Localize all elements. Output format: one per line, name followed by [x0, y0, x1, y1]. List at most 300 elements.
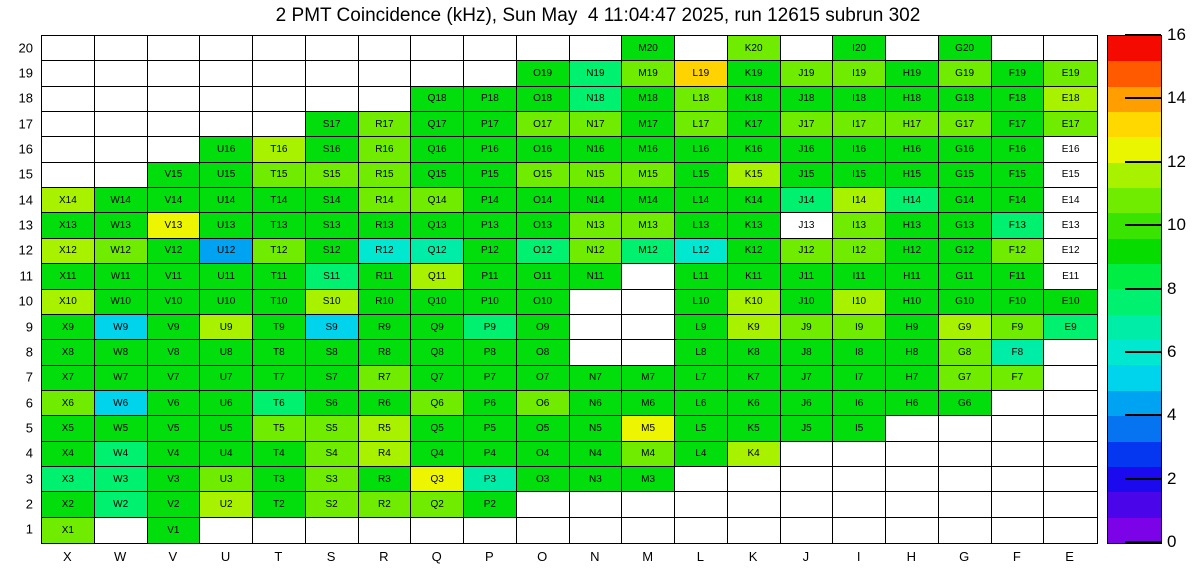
- y-axis-label: 15: [18, 166, 33, 182]
- heatmap-cell: [517, 518, 570, 543]
- x-axis-label: V: [168, 549, 178, 564]
- colorbar-tick-label: 12: [1167, 151, 1186, 171]
- heatmap-cell: K16: [728, 137, 781, 162]
- heatmap-cell: V9: [148, 315, 201, 340]
- x-axis-label: H: [906, 549, 917, 564]
- heatmap-cell: [95, 36, 148, 61]
- heatmap-cell: [411, 61, 464, 86]
- y-axis-label: 8: [25, 344, 33, 360]
- heatmap-cell: [517, 492, 570, 517]
- x-axis-label: N: [590, 549, 600, 564]
- colorbar-tick-label: 0: [1167, 532, 1177, 551]
- heatmap-cell: [622, 518, 675, 543]
- heatmap-cell: G15: [939, 163, 992, 188]
- heatmap-cell: N15: [570, 163, 623, 188]
- colorbar-band: [1108, 391, 1161, 416]
- heatmap-cell: [939, 467, 992, 492]
- heatmap-cell: M13: [622, 213, 675, 238]
- heatmap-cell: [886, 416, 939, 441]
- heatmap-cell: U14: [200, 188, 253, 213]
- heatmap-cell: P15: [464, 163, 517, 188]
- y-axis-label: 9: [25, 319, 33, 335]
- heatmap-cell: P8: [464, 340, 517, 365]
- heatmap-cell: X8: [42, 340, 95, 365]
- heatmap-cell: [992, 518, 1045, 543]
- heatmap-cell: [1044, 467, 1097, 492]
- heatmap-cell: [570, 518, 623, 543]
- heatmap-cell: P12: [464, 239, 517, 264]
- heatmap-cell: H9: [886, 315, 939, 340]
- heatmap-cell: X4: [42, 442, 95, 467]
- heatmap-cell: H7: [886, 366, 939, 391]
- heatmap-cell: M17: [622, 112, 675, 137]
- heatmap-cell: I20: [833, 36, 886, 61]
- heatmap-cell: R17: [359, 112, 412, 137]
- heatmap-cell: U9: [200, 315, 253, 340]
- heatmap-cell: S8: [306, 340, 359, 365]
- heatmap-cell: K12: [728, 239, 781, 264]
- heatmap-cell: Q9: [411, 315, 464, 340]
- y-axis-label: 20: [18, 40, 33, 56]
- heatmap-cell: N11: [570, 264, 623, 289]
- colorbar-tick: [1125, 34, 1161, 36]
- heatmap-cell: [833, 467, 886, 492]
- heatmap-cell: V4: [148, 442, 201, 467]
- heatmap-cell: K14: [728, 188, 781, 213]
- heatmap-cell: X1: [42, 518, 95, 543]
- heatmap-cell: S10: [306, 290, 359, 315]
- heatmap-cell: K13: [728, 213, 781, 238]
- heatmap-cell: E16: [1044, 137, 1097, 162]
- heatmap-cell: [148, 61, 201, 86]
- heatmap-cell: Q12: [411, 239, 464, 264]
- heatmap-cell: N5: [570, 416, 623, 441]
- heatmap-cell: [570, 290, 623, 315]
- heatmap-cell: [306, 87, 359, 112]
- heatmap-cell: N16: [570, 137, 623, 162]
- heatmap-grid: [41, 35, 1098, 544]
- heatmap-cell: N13: [570, 213, 623, 238]
- heatmap-cell: F15: [992, 163, 1045, 188]
- heatmap-cell: [42, 163, 95, 188]
- heatmap-cell: X2: [42, 492, 95, 517]
- heatmap-cell: P17: [464, 112, 517, 137]
- heatmap-cell: H13: [886, 213, 939, 238]
- heatmap-cell: O6: [517, 391, 570, 416]
- heatmap-cell: X10: [42, 290, 95, 315]
- heatmap-cell: P5: [464, 416, 517, 441]
- heatmap-cell: [148, 36, 201, 61]
- heatmap-cell: L17: [675, 112, 728, 137]
- heatmap-cell: M12: [622, 239, 675, 264]
- heatmap-cell: [411, 36, 464, 61]
- heatmap-cell: [253, 87, 306, 112]
- colorbar-tick-label: 4: [1167, 405, 1177, 425]
- heatmap-cell: I8: [833, 340, 886, 365]
- heatmap-cell: K8: [728, 340, 781, 365]
- heatmap-cell: S3: [306, 467, 359, 492]
- heatmap-cell: O5: [517, 416, 570, 441]
- heatmap-cell: F14: [992, 188, 1045, 213]
- heatmap-cell: [886, 442, 939, 467]
- heatmap-cell: [939, 442, 992, 467]
- heatmap-cell: Q16: [411, 137, 464, 162]
- heatmap-cell: [622, 290, 675, 315]
- heatmap-cell: E9: [1044, 315, 1097, 340]
- heatmap-cell: L16: [675, 137, 728, 162]
- heatmap-cell: [675, 492, 728, 517]
- heatmap-cell: G8: [939, 340, 992, 365]
- colorbar-tick: [1125, 478, 1161, 480]
- heatmap-cell: O11: [517, 264, 570, 289]
- heatmap-cell: U5: [200, 416, 253, 441]
- heatmap-cell: O14: [517, 188, 570, 213]
- heatmap-cell: W7: [95, 366, 148, 391]
- heatmap-cell: H11: [886, 264, 939, 289]
- y-axis-label: 12: [18, 242, 33, 258]
- heatmap-cell: J16: [781, 137, 834, 162]
- heatmap-cell: I14: [833, 188, 886, 213]
- heatmap-cell: Q11: [411, 264, 464, 289]
- heatmap-cell: R3: [359, 467, 412, 492]
- x-axis-label: J: [802, 549, 810, 564]
- colorbar-tick-label: 8: [1167, 278, 1177, 298]
- heatmap-cell: G20: [939, 36, 992, 61]
- heatmap-cell: F11: [992, 264, 1045, 289]
- heatmap-cell: [570, 492, 623, 517]
- heatmap-cell: [781, 467, 834, 492]
- heatmap-cell: S7: [306, 366, 359, 391]
- heatmap-cell: U4: [200, 442, 253, 467]
- heatmap-cell: U6: [200, 391, 253, 416]
- heatmap-cell: J5: [781, 416, 834, 441]
- heatmap-cell: V14: [148, 188, 201, 213]
- heatmap-cell: [359, 518, 412, 543]
- y-axis-label: 6: [25, 395, 33, 411]
- heatmap-cell: G10: [939, 290, 992, 315]
- heatmap-cell: T11: [253, 264, 306, 289]
- heatmap-cell: [411, 518, 464, 543]
- heatmap-cell: Q2: [411, 492, 464, 517]
- heatmap-cell: Q13: [411, 213, 464, 238]
- heatmap-cell: T10: [253, 290, 306, 315]
- heatmap-cell: H16: [886, 137, 939, 162]
- x-axis-label: T: [274, 549, 283, 564]
- colorbar-band: [1108, 264, 1161, 289]
- heatmap-cell: E12: [1044, 239, 1097, 264]
- colorbar: [1107, 35, 1162, 544]
- heatmap-cell: J15: [781, 163, 834, 188]
- heatmap-cell: U15: [200, 163, 253, 188]
- heatmap-cell: T8: [253, 340, 306, 365]
- heatmap-cell: W10: [95, 290, 148, 315]
- colorbar-tick-label: 2: [1167, 468, 1177, 488]
- heatmap-cell: [728, 467, 781, 492]
- heatmap-cell: V5: [148, 416, 201, 441]
- heatmap-cell: K10: [728, 290, 781, 315]
- heatmap-cell: L4: [675, 442, 728, 467]
- heatmap-cell: Q10: [411, 290, 464, 315]
- colorbar-tick: [1125, 351, 1161, 353]
- heatmap-cell: N12: [570, 239, 623, 264]
- heatmap-cell: P18: [464, 87, 517, 112]
- y-axis-label: 17: [18, 116, 33, 132]
- heatmap-cell: P9: [464, 315, 517, 340]
- x-axis-label: Q: [431, 549, 442, 564]
- heatmap-cell: E11: [1044, 264, 1097, 289]
- x-axis-label: U: [220, 549, 231, 564]
- heatmap-cell: W2: [95, 492, 148, 517]
- heatmap-cell: Q5: [411, 416, 464, 441]
- heatmap-cell: Q4: [411, 442, 464, 467]
- heatmap-cell: H12: [886, 239, 939, 264]
- heatmap-cell: T14: [253, 188, 306, 213]
- heatmap-cell: P7: [464, 366, 517, 391]
- heatmap-cell: [359, 61, 412, 86]
- heatmap-cell: R16: [359, 137, 412, 162]
- heatmap-cell: [886, 36, 939, 61]
- heatmap-cell: Q3: [411, 467, 464, 492]
- heatmap-cell: X14: [42, 188, 95, 213]
- y-axis-label: 7: [25, 369, 33, 385]
- heatmap-cell: T12: [253, 239, 306, 264]
- heatmap-cell: L9: [675, 315, 728, 340]
- heatmap-cell: J13: [781, 213, 834, 238]
- heatmap-cell: M5: [622, 416, 675, 441]
- heatmap-cell: F10: [992, 290, 1045, 315]
- colorbar-tick: [1125, 541, 1161, 543]
- heatmap-cell: T4: [253, 442, 306, 467]
- heatmap-cell: R7: [359, 366, 412, 391]
- heatmap-cell: G6: [939, 391, 992, 416]
- heatmap-cell: E10: [1044, 290, 1097, 315]
- y-axis-label: 10: [18, 293, 33, 309]
- x-axis-label: P: [485, 549, 494, 564]
- heatmap-cell: L14: [675, 188, 728, 213]
- heatmap-cell: W4: [95, 442, 148, 467]
- heatmap-cell: [95, 87, 148, 112]
- heatmap-cell: [622, 315, 675, 340]
- heatmap-cell: L18: [675, 87, 728, 112]
- heatmap-cell: O3: [517, 467, 570, 492]
- heatmap-cell: J9: [781, 315, 834, 340]
- heatmap-cell: [728, 518, 781, 543]
- heatmap-cell: M3: [622, 467, 675, 492]
- y-axis-label: 5: [25, 420, 33, 436]
- x-axis-label: S: [326, 549, 336, 564]
- heatmap-cell: [833, 518, 886, 543]
- y-axis-label: 16: [18, 141, 33, 157]
- heatmap-cell: V12: [148, 239, 201, 264]
- heatmap-cell: [253, 112, 306, 137]
- heatmap-cell: M20: [622, 36, 675, 61]
- heatmap-cell: I12: [833, 239, 886, 264]
- heatmap-cell: [1044, 416, 1097, 441]
- heatmap-cell: T6: [253, 391, 306, 416]
- y-axis-label: 11: [19, 268, 33, 284]
- heatmap-cell: W6: [95, 391, 148, 416]
- heatmap-cell: I19: [833, 61, 886, 86]
- heatmap-cell: V13: [148, 213, 201, 238]
- heatmap-cell: [675, 36, 728, 61]
- heatmap-cell: R14: [359, 188, 412, 213]
- heatmap-cell: U7: [200, 366, 253, 391]
- heatmap-cell: X9: [42, 315, 95, 340]
- heatmap-cell: F9: [992, 315, 1045, 340]
- heatmap-cell: O18: [517, 87, 570, 112]
- heatmap-cell: [359, 36, 412, 61]
- heatmap-cell: G19: [939, 61, 992, 86]
- heatmap-cell: [306, 36, 359, 61]
- heatmap-cell: F18: [992, 87, 1045, 112]
- heatmap-cell: X6: [42, 391, 95, 416]
- heatmap-cell: K4: [728, 442, 781, 467]
- heatmap-cell: S5: [306, 416, 359, 441]
- heatmap-cell: V15: [148, 163, 201, 188]
- heatmap-cell: [42, 112, 95, 137]
- heatmap-cell: S15: [306, 163, 359, 188]
- heatmap-cell: N19: [570, 61, 623, 86]
- heatmap-cell: G11: [939, 264, 992, 289]
- colorbar-band: [1108, 518, 1161, 543]
- heatmap-cell: X11: [42, 264, 95, 289]
- heatmap-cell: J7: [781, 366, 834, 391]
- heatmap-cell: W3: [95, 467, 148, 492]
- heatmap-cell: S11: [306, 264, 359, 289]
- heatmap-cell: [148, 137, 201, 162]
- heatmap-cell: P10: [464, 290, 517, 315]
- heatmap-cell: T16: [253, 137, 306, 162]
- heatmap-cell: K17: [728, 112, 781, 137]
- heatmap-cell: L5: [675, 416, 728, 441]
- heatmap-cell: M18: [622, 87, 675, 112]
- heatmap-cell: [675, 518, 728, 543]
- heatmap-cell: R6: [359, 391, 412, 416]
- heatmap-cell: H6: [886, 391, 939, 416]
- heatmap-cell: [464, 518, 517, 543]
- heatmap-cell: X7: [42, 366, 95, 391]
- colorbar-tick: [1125, 161, 1161, 163]
- heatmap-cell: J18: [781, 87, 834, 112]
- heatmap-cell: N7: [570, 366, 623, 391]
- heatmap-cell: G17: [939, 112, 992, 137]
- heatmap-cell: R11: [359, 264, 412, 289]
- heatmap-cell: [886, 467, 939, 492]
- heatmap-cell: H10: [886, 290, 939, 315]
- heatmap-cell: S17: [306, 112, 359, 137]
- heatmap-cell: F19: [992, 61, 1045, 86]
- heatmap-cell: I15: [833, 163, 886, 188]
- heatmap-cell: F16: [992, 137, 1045, 162]
- heatmap-cell: [200, 61, 253, 86]
- heatmap-cell: J12: [781, 239, 834, 264]
- heatmap-cell: [570, 315, 623, 340]
- heatmap-cell: [359, 87, 412, 112]
- heatmap-cell: [992, 416, 1045, 441]
- heatmap-cell: K11: [728, 264, 781, 289]
- colorbar-tick: [1125, 224, 1161, 226]
- colorbar-band: [1108, 61, 1161, 86]
- y-axis-label: 13: [18, 217, 33, 233]
- colorbar-tick-label: 16: [1167, 25, 1186, 44]
- heatmap-cell: O4: [517, 442, 570, 467]
- heatmap-cell: [95, 112, 148, 137]
- x-axis-label: W: [113, 549, 127, 564]
- heatmap-cell: R5: [359, 416, 412, 441]
- heatmap-cell: N4: [570, 442, 623, 467]
- heatmap-cell: V6: [148, 391, 201, 416]
- heatmap-cell: G12: [939, 239, 992, 264]
- heatmap-cell: S4: [306, 442, 359, 467]
- heatmap-cell: E17: [1044, 112, 1097, 137]
- heatmap-cell: E18: [1044, 87, 1097, 112]
- heatmap-cell: [95, 61, 148, 86]
- heatmap-cell: F7: [992, 366, 1045, 391]
- heatmap-cell: J19: [781, 61, 834, 86]
- heatmap-cell: U8: [200, 340, 253, 365]
- heatmap-cell: V1: [148, 518, 201, 543]
- heatmap-cell: O17: [517, 112, 570, 137]
- colorbar-band: [1108, 188, 1161, 213]
- heatmap-cell: P13: [464, 213, 517, 238]
- heatmap-cell: [781, 36, 834, 61]
- heatmap-cell: R15: [359, 163, 412, 188]
- colorbar-band: [1108, 289, 1161, 314]
- heatmap-cell: M14: [622, 188, 675, 213]
- heatmap-cell: [570, 340, 623, 365]
- heatmap-cell: H17: [886, 112, 939, 137]
- heatmap-cell: L19: [675, 61, 728, 86]
- heatmap-cell: [833, 492, 886, 517]
- heatmap-cell: P14: [464, 188, 517, 213]
- heatmap-cell: [42, 137, 95, 162]
- heatmap-cell: [306, 61, 359, 86]
- heatmap-cell: K19: [728, 61, 781, 86]
- heatmap-cell: G9: [939, 315, 992, 340]
- heatmap-cell: [148, 87, 201, 112]
- heatmap-cell: E13: [1044, 213, 1097, 238]
- heatmap-cell: [1044, 442, 1097, 467]
- heatmap-cell: [992, 36, 1045, 61]
- heatmap-cell: Q14: [411, 188, 464, 213]
- heatmap-cell: [200, 87, 253, 112]
- heatmap-cell: I18: [833, 87, 886, 112]
- heatmap-cell: M6: [622, 391, 675, 416]
- chart-title: 2 PMT Coincidence (kHz), Sun May 4 11:04:47 2025, run 12615 subrun 302: [275, 5, 921, 26]
- heatmap-cell: I6: [833, 391, 886, 416]
- heatmap-cell: J17: [781, 112, 834, 137]
- heatmap-cell: [306, 518, 359, 543]
- heatmap-cell: [95, 163, 148, 188]
- heatmap-cell: O13: [517, 213, 570, 238]
- heatmap-cell: H18: [886, 87, 939, 112]
- heatmap-cell: S6: [306, 391, 359, 416]
- heatmap-cell: [939, 492, 992, 517]
- heatmap-cell: P3: [464, 467, 517, 492]
- heatmap-cell: W8: [95, 340, 148, 365]
- heatmap-cell: Q18: [411, 87, 464, 112]
- colorbar-band: [1108, 492, 1161, 517]
- heatmap-cell: M15: [622, 163, 675, 188]
- heatmap-cell: L7: [675, 366, 728, 391]
- heatmap-cell: Q6: [411, 391, 464, 416]
- colorbar-band: [1108, 112, 1161, 137]
- heatmap-cell: Q8: [411, 340, 464, 365]
- heatmap-cell: [939, 416, 992, 441]
- heatmap-cell: [464, 61, 517, 86]
- heatmap-cell: R9: [359, 315, 412, 340]
- colorbar-tick-label: 6: [1167, 341, 1177, 361]
